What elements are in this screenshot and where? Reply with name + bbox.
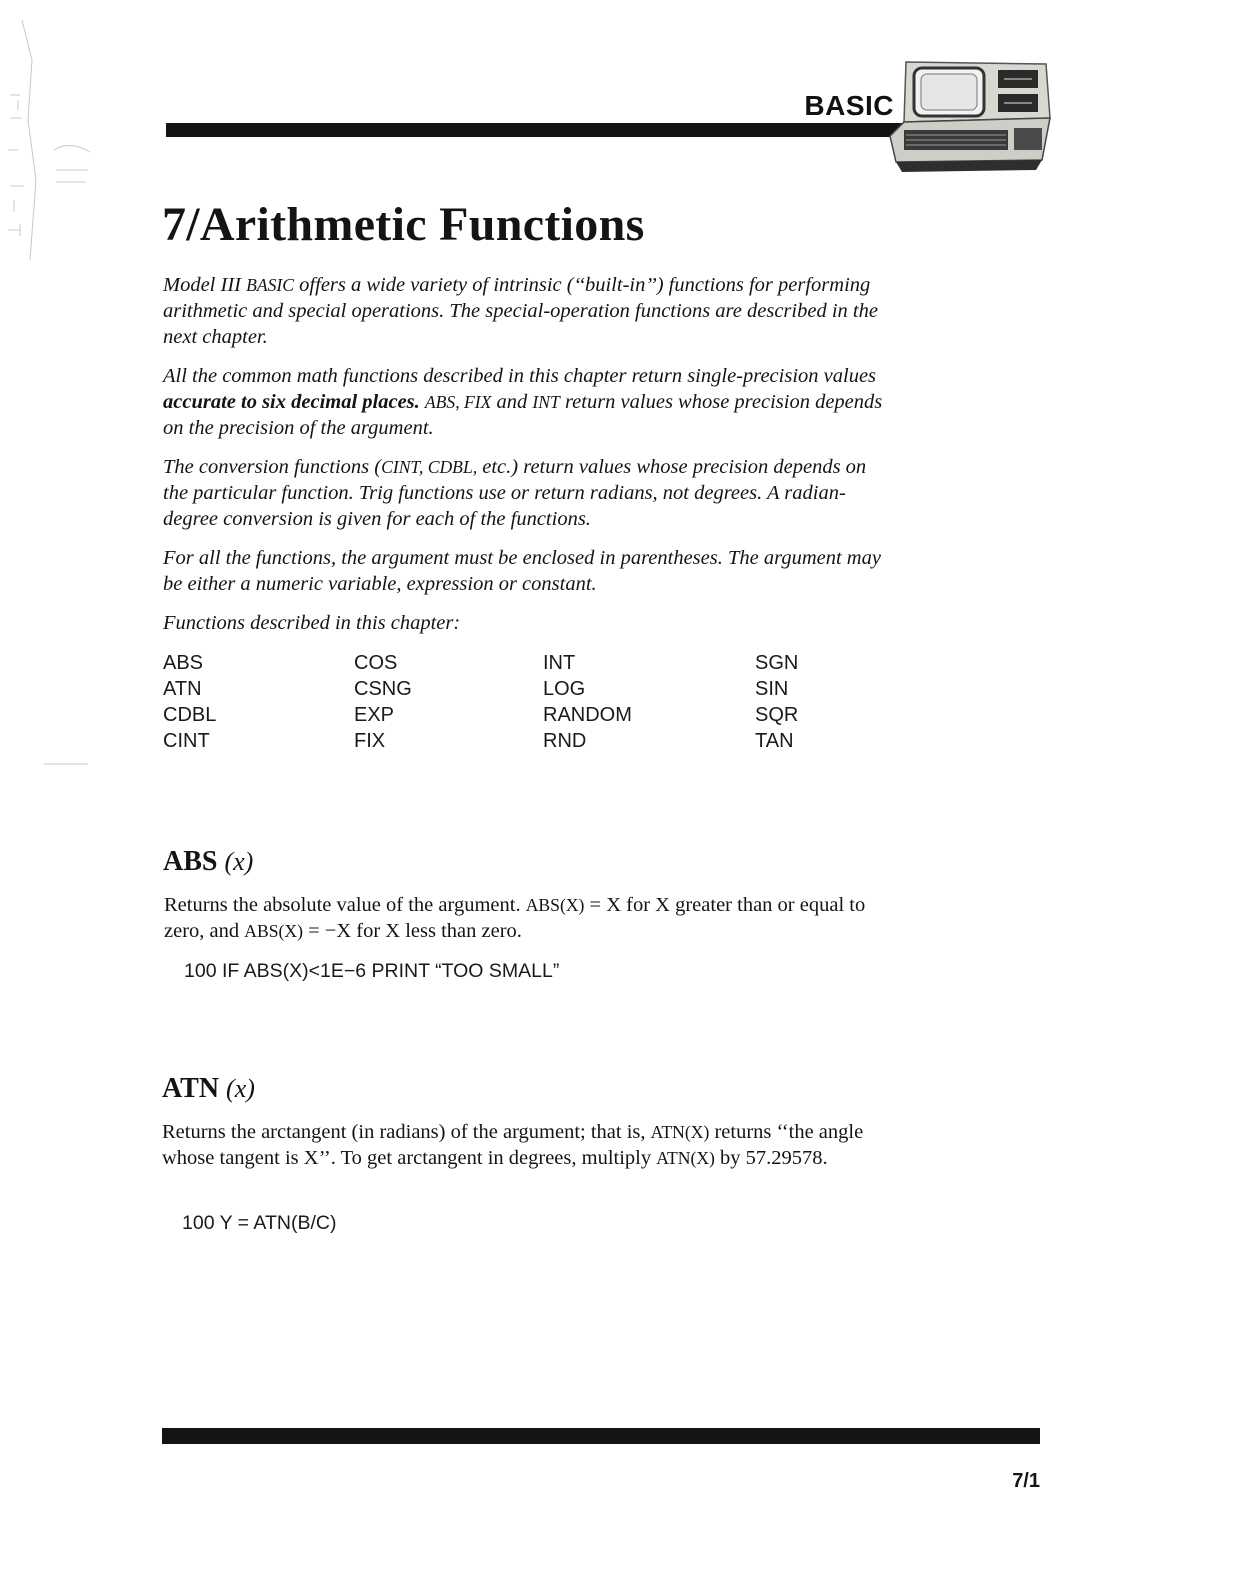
abs-code-example: 100 IF ABS(X)<1E−6 PRINT “TOO SMALL” — [184, 960, 560, 982]
intro-paragraph-4: For all the functions, the argument must be enclosed in parentheses. The argument may be either a numeric variable, expression or constant. — [163, 547, 881, 595]
function-name: LOG — [543, 678, 586, 700]
function-name: EXP — [354, 704, 395, 726]
function-name: CINT — [163, 730, 210, 752]
function-list — [163, 650, 843, 754]
function-name: INT — [543, 652, 576, 674]
function-name: CDBL — [163, 704, 217, 726]
intro-paragraph-3: The conversion functions (CINT, CDBL, etc.) return values whose precision depends on the particular function. Trig functions use or return radians, not degrees. A radian-degree conversion is given for each of the functions. — [163, 456, 867, 530]
function-name: RANDOM — [543, 704, 632, 726]
chapter-title: 7/Arithmetic Functions — [162, 198, 645, 251]
function-name: ATN — [163, 678, 202, 700]
trs80-computer-icon — [886, 58, 1054, 176]
intro — [163, 272, 883, 649]
function-name: RND — [543, 730, 587, 752]
binding-edge-marks — [0, 0, 95, 800]
function-name: SGN — [755, 652, 799, 674]
footer-rule — [162, 1428, 1040, 1444]
header-rule — [166, 123, 920, 137]
intro-paragraph-2: All the common math functions described in this chapter return single-precision values accurate to six decimal places. ABS, FIX and INT return values whose precision depends on the precision of the argument. — [163, 365, 883, 439]
atn-heading: ATN (x) — [162, 1073, 255, 1104]
abs-heading: ABS (x) — [163, 846, 254, 877]
function-name: TAN — [755, 730, 794, 752]
atn-code-example: 100 Y = ATN(B/C) — [182, 1212, 337, 1234]
function-row — [163, 676, 843, 702]
intro-paragraph-5: Functions described in this chapter: — [163, 612, 461, 634]
function-row — [163, 650, 843, 676]
function-name: COS — [354, 652, 398, 674]
page-number: 7/1 — [1012, 1470, 1040, 1492]
atn-description: Returns the arctangent (in radians) of the argument; that is, ATN(X) returns ‘‘the angle whose tangent is X’’. To get arctangent in degrees, multiply ATN(X) by 57.29578. — [162, 1121, 864, 1169]
function-name: FIX — [354, 730, 386, 752]
function-name: SQR — [755, 704, 799, 726]
function-row — [163, 702, 843, 728]
abs-description: Returns the absolute value of the argument. ABS(X) = X for X greater than or equal to zero, and ABS(X) = −X for X less than zero. — [164, 894, 866, 942]
function-name: CSNG — [354, 678, 412, 700]
header-label: BASIC — [804, 90, 894, 121]
function-name: SIN — [755, 678, 789, 700]
function-name: ABS — [163, 652, 204, 674]
function-row — [163, 728, 843, 754]
intro-paragraph-1: Model III BASIC offers a wide variety of intrinsic (‘‘built-in’’) functions for performing arithmetic and special operations. The special-operation functions are described in the next chapter. — [163, 274, 878, 348]
